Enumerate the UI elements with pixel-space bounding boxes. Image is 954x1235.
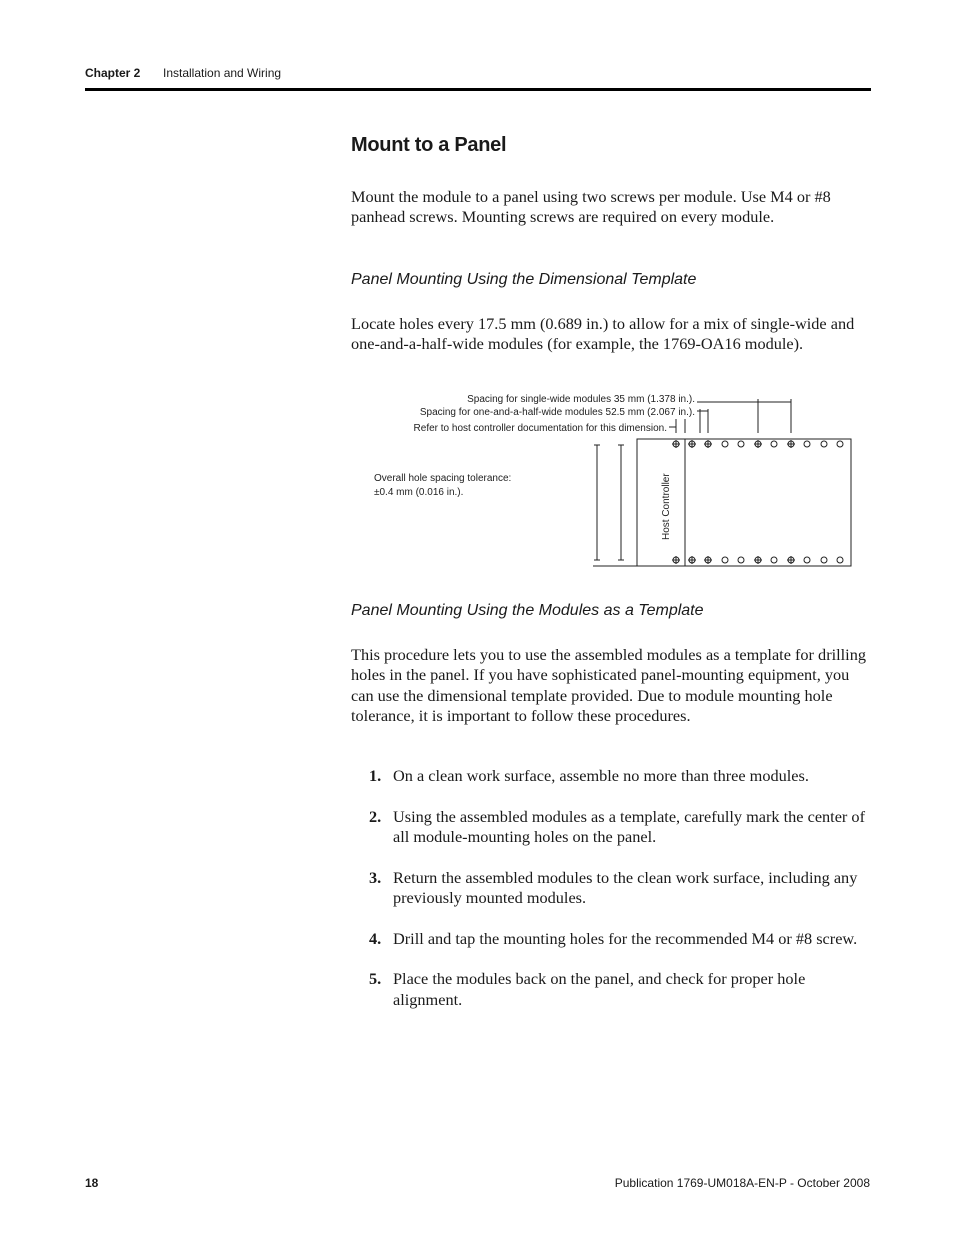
step-text: Using the assembled modules as a template, carefully mark the center of all module-mounting holes on the panel. (393, 806, 865, 846)
host-controller-label: Host Controller (661, 473, 672, 540)
mounting-holes (672, 440, 843, 564)
chapter-label: Chapter 2 (85, 66, 141, 80)
publication-info: Publication 1769-UM018A-EN-P - October 2008 (614, 1176, 870, 1190)
step-text: Return the assembled modules to the clean work surface, including any previously mounted modules. (393, 867, 858, 907)
mounting-template-diagram (340, 385, 870, 575)
step-number: 1. (369, 766, 382, 785)
procedure-steps (351, 766, 876, 1030)
step-text: On a clean work surface, assemble no more than three modules. (393, 766, 809, 785)
modules-outline (685, 439, 851, 566)
mounting-hole (837, 557, 843, 563)
tolerance-label-line2: ±0.4 mm (0.016 in.). (374, 487, 464, 498)
subheading-dimensional-template: Panel Mounting Using the Dimensional Template (351, 271, 697, 288)
step-item (351, 807, 876, 848)
mounting-hole (738, 441, 744, 447)
mounting-hole (722, 557, 728, 563)
tolerance-label-line1: Overall hole spacing tolerance: (374, 473, 512, 484)
step-number: 2. (369, 806, 382, 826)
intro-paragraph: Mount the module to a panel using two screws per module. Use M4 or #8 panhead screws. Mounting screws are required on every module. (351, 187, 831, 227)
step-text: Place the modules back on the panel, and check for proper hole alignment. (393, 969, 806, 1009)
label-one-and-half-wide-spacing: Spacing for one-and-a-half-wide modules 52.5 mm (2.067 in.). (419, 407, 695, 418)
step-number: 4. (369, 928, 382, 948)
step-number: 3. (369, 867, 382, 887)
step-item (351, 929, 876, 950)
mounting-hole (771, 441, 777, 447)
mounting-hole (821, 557, 827, 563)
mounting-hole (722, 441, 728, 447)
procedure-intro-paragraph: This procedure lets you to use the assembled modules as a template for drilling holes in the panel. If you have sophisticated panel-mounting equipment, you can use the dimensional template provided. Due to module mounting hole tolerance, it is important to follow these procedures. (351, 645, 866, 725)
step-item (351, 969, 876, 1010)
subheading-modules-template: Panel Mounting Using the Modules as a Template (351, 602, 704, 619)
step-item (351, 868, 876, 909)
step-text: Drill and tap the mounting holes for the recommended M4 or #8 screw. (393, 928, 858, 948)
mounting-hole (738, 557, 744, 563)
hole-spacing-paragraph: Locate holes every 17.5 mm (0.689 in.) to allow for a mix of single-wide and one-and-a-half-wide modules (for example, the 1769-OA16 module). (351, 314, 855, 354)
header-rule (85, 88, 871, 91)
page-number: 18 (85, 1176, 99, 1190)
step-item (351, 766, 876, 787)
mounting-hole (804, 441, 810, 447)
page-title: Mount to a Panel (351, 134, 507, 156)
section-label: Installation and Wiring (163, 66, 282, 80)
mounting-hole (821, 441, 827, 447)
mounting-hole (771, 557, 777, 563)
mounting-hole (837, 441, 843, 447)
label-refer-host-controller: Refer to host controller documentation for this dimension. (413, 423, 667, 434)
step-number: 5. (369, 969, 382, 988)
label-single-wide-spacing: Spacing for single-wide modules 35 mm (1.378 in.). (467, 394, 695, 405)
mounting-hole (804, 557, 810, 563)
